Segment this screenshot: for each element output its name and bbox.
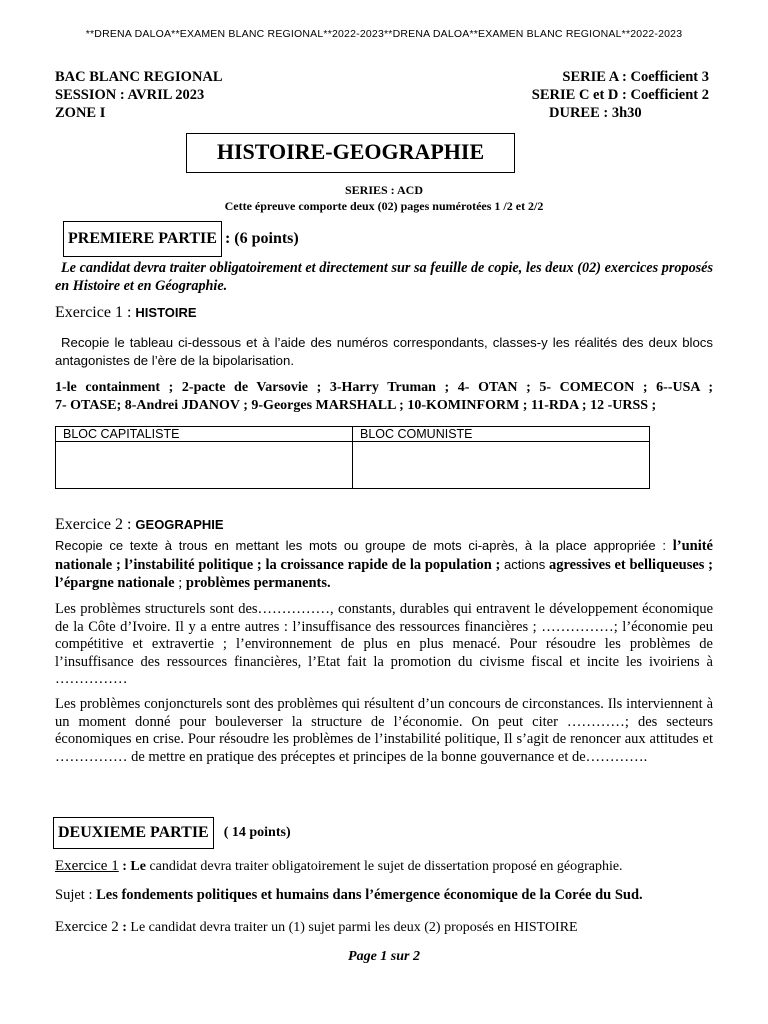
part2-ex2-colon: : xyxy=(118,920,131,935)
part2-label: DEUXIEME PARTIE xyxy=(53,817,214,849)
page-number: Page 1 sur 2 xyxy=(348,949,420,964)
part2-points: ( 14 points) xyxy=(223,825,291,840)
part2-sujet xyxy=(55,887,643,904)
part2-ex1-text: candidat devra traiter obligatoirement le sujet de dissertation proposé en géographie. xyxy=(145,859,623,874)
ex2-paragraph-2: Les problèmes conjoncturels sont des problèmes qui résultent d’un concours de circonstances. Ils interviennent à un moment donné pour bouleverser la structure de l’économie. On peut citer …………; des secteurs économiques en crise. Pour résoudre les problèmes de l’instabilité politique, Il s’agit de renoncer aux attitudes et …………… de mettre en pratique des préceptes et principes de la bonne gouvernance et de…………. xyxy=(55,696,713,765)
pages-note: Cette épreuve comporte deux (02) pages numérotées 1 /2 et 2/2 xyxy=(224,199,544,213)
table-header-capitaliste: BLOC CAPITALISTE xyxy=(56,427,353,442)
subject-title: HISTOIRE-GEOGRAPHIE xyxy=(186,133,515,173)
ex1-label: Exercice 1 : xyxy=(55,304,136,321)
header-line-serie-a: SERIE A : Coefficient 3 xyxy=(562,69,709,85)
header-line-zone: ZONE I xyxy=(55,105,106,121)
exam-header-right xyxy=(500,68,709,122)
part2-ex2-text: Le candidat devra traiter un (1) sujet parmi les deux (2) proposés en HISTOIRE xyxy=(130,920,578,935)
part2-ex1-label: Exercice 1 xyxy=(55,858,119,874)
bloc-table xyxy=(55,426,650,489)
exam-header-left xyxy=(55,68,223,122)
sujet-colon: : xyxy=(84,887,97,903)
part2-ex2 xyxy=(55,919,578,936)
header-line-session: SESSION : AVRIL 2023 xyxy=(55,87,205,103)
ex1-list-line1: 1-le containment ; 2-pacte de Varsovie ; 3-Harry Truman ; 4- OTAN ; 5- COMECON ; 6--USA ; xyxy=(55,380,713,395)
table-cell-capitaliste xyxy=(56,442,353,489)
ex2-heading xyxy=(55,516,224,534)
ex2-instruction xyxy=(55,537,713,593)
ex1-instruction: Recopie le tableau ci-dessous et à l’aide des numéros correspondants, classes-y les réalités des deux blocs antagonistes de l’ère de la bipolarisation. xyxy=(55,335,713,368)
part2-ex2-label: Exercice 2 xyxy=(55,919,119,935)
exam-watermark: **DRENA DALOA**EXAMEN BLANC REGIONAL**2022-2023**DRENA DALOA**EXAMEN BLANC REGIONAL**2022-2023 xyxy=(85,28,683,40)
part2-heading xyxy=(53,817,291,849)
part2-ex1 xyxy=(55,858,623,875)
ex1-list-line2: 7- OTASE; 8-Andrei JDANOV ; 9-Georges MARSHALL ; 10-KOMINFORM ; 11-RDA ; 12 -URSS ; xyxy=(55,398,657,413)
series-line: SERIES : ACD xyxy=(344,183,424,197)
part2-ex1-first-word: Le xyxy=(130,859,146,874)
ex2-words-a: l’unité nationale ; l’instabilité politique ; la croissance rapide de la population ; xyxy=(55,538,713,573)
header-line-exam-type: BAC BLANC REGIONAL xyxy=(55,69,223,85)
ex1-subject: HISTOIRE xyxy=(135,305,197,320)
ex2-words-c: problèmes permanents. xyxy=(185,575,331,591)
part1-label: PREMIERE PARTIE xyxy=(63,221,222,257)
header-line-duree: DUREE : 3h30 xyxy=(549,105,642,121)
part1-instruction: Le candidat devra traiter obligatoirement et directement sur sa feuille de copie, les deux (02) exercices proposés en Histoire et en Géographie. xyxy=(55,260,713,294)
ex2-intro: Recopie ce texte à trous en mettant les mots ou groupe de mots ci-après, à la place appropriée : xyxy=(55,538,673,553)
ex2-paragraph-1: Les problèmes structurels sont des……………, constants, durables qui entravent le développement économique de la Côte d’Ivoire. Il y a entre autres : l’insuffisance des ressources financières ; ……………; l’économie peu compétitive et extravertie ; l’environnement de plus en plus menacé. Pour résoudre les problèmes de l’insuffisance des ressources financières, l’Etat fait la promotion du civisme fiscal et incite les ivoiriens à …………… xyxy=(55,601,713,687)
ex2-label: Exercice 2 : xyxy=(55,516,136,533)
ex2-words-b: agressives et belliqueuses ; l’épargne nationale xyxy=(55,556,713,591)
ex2-subject: GEOGRAPHIE xyxy=(135,517,224,532)
ex2-words-sep: ; xyxy=(174,575,186,591)
table-cell-comuniste xyxy=(353,442,650,489)
part1-heading xyxy=(63,221,299,257)
ex1-heading xyxy=(55,304,197,322)
sujet-label: Sujet xyxy=(55,887,85,903)
table-header-comuniste: BLOC COMUNISTE xyxy=(353,427,650,442)
sujet-text: Les fondements politiques et humains dans l’émergence économique de la Corée du Sud. xyxy=(96,887,643,903)
part1-points: : (6 points) xyxy=(224,230,299,247)
ex2-words-plain: actions xyxy=(500,556,549,572)
part2-ex1-colon: : xyxy=(118,859,131,874)
header-line-serie-cd: SERIE C et D : Coefficient 2 xyxy=(531,87,709,103)
